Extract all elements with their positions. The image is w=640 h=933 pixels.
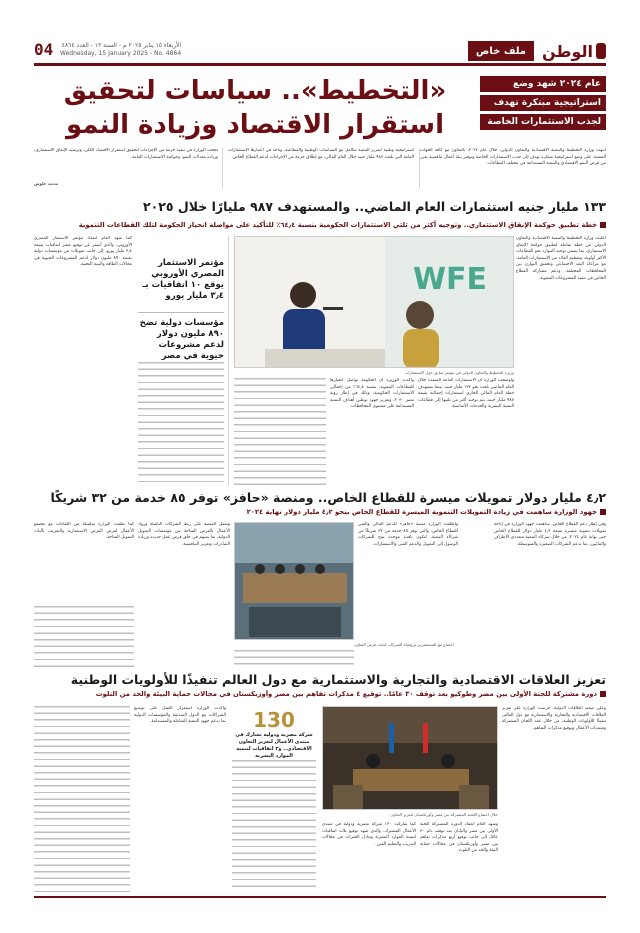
article-2-subhead: جهود الوزارة ساهمت في زيادة التمويلات التنموية الميسرة للقطاع الخاص بنحو ٤٫٢ مليار دولار نهاية ٢٠٢٤ [34, 508, 606, 516]
article-3-column: وعلى صعيد العلاقات الدولية، حرصت الوزارة على تعزيز العلاقات الاقتصادية والتجارية والاستثمارية مع دول العالم، تنفيذًا للأولويات الوطنية، من خلال عقد اللجان المشتركة ومنتديات الأعمال وتوقيع مذكرات التفاهم. [502, 706, 606, 731]
article-3-headline: تعزيز العلاقات الاقتصادية والتجارية والاستثمارية مع دول العالم تنفيذًا للأولويات الوطنية [70, 672, 606, 687]
bullet-square-icon [600, 691, 606, 697]
article-1-photo-caption: وزيرة التخطيط والتعاون الدولي في مؤتمر سابق حول الاستثمارات [404, 370, 514, 375]
article-1-column: وأكدت الوزيرة أن الحكومة تواصل انحيازها للقطاعات التنموية، بنسبة ٦٤٫٤٪ من إجمالي الاستثمارات الحكومية، وذلك في إطار رؤية مصر ٢٠٣٠، وتعزيز جهود توطين أهداف التنمية المستدامة على مستوى المحافظات. [330, 378, 414, 410]
side-box-divider [138, 312, 224, 313]
article-3-column: وشهد العام انعقاد الدورة المشتركة للجنة الأولى بين مصر واليابان بعد توقف دام ٣٠ عامًا، إلى جانب توقيع أربع مذكرات تفاهم بين مصر وأوزبكستان في مجالات حماية البيئة والحد من التلوث. [420, 822, 498, 854]
issue-line [60, 42, 181, 58]
hero-box-line: استراتيجية مبتكرة تهدف [480, 95, 606, 111]
article-2-photo-caption: اجتماع مع المستثمرين ورؤساء الشركات لبحث فرص التعاون [354, 642, 454, 647]
article-1-subhead: خطة تطبيق حوكمة الإنفاق الاستثماري.. وتوجيه أكثر من ثلثي الاستثمارات الحكومية بنسبة ٦٤٫٤٪ للتأكيد على مواصلة انحياز الحكومة لتلك القطاعات التنموية [34, 221, 606, 229]
article-1-column-text-lines [234, 378, 326, 486]
article-3-column: وأكدت الوزارة استمرار العمل على توسيع الشراكات مع الدول الصديقة والمؤسسات الدولية بما يدعم جهود التنمية الشاملة والمستدامة. [134, 706, 226, 725]
article-1-photo [234, 236, 514, 368]
bullet-square-icon [600, 509, 606, 515]
side-box-1-title: مؤتمر الاستثمار المصري الأوروبي يوقع ١٠ اتفاقيات بـ ٣٫٤ مليار يورو [142, 258, 224, 301]
hero-intro-left: نجحت الوزارة في تنفيذ حزمة من الإجراءات لتحقيق استقرار الاقتصاد الكلي، وترشيد الإنفاق الاستثماري، وزيادة معدلات النمو، وحوكمة الاستثمارات العامة. [34, 148, 218, 160]
hero-title-line-1: «التخطيط».. سياسات لتحقيق [63, 76, 447, 106]
hero-intro-right: انتهت وزارة التخطيط والتنمية الاقتصادية والتعاون الدولي، خلال عام ٢٠٢٤، بالتعاون مع كافة الجهات المعنية، على وضع استراتيجية مبتكرة تهدف إلى جذب الاستثمارات الخاصة وتوفير بيئة أعمال تنافسية تعزز من فرص النمو الاقتصادي والتنمية المستدامة في مختلف القطاعات. [420, 148, 606, 167]
hero-box-line: لجذب الاستثمارات الخاصة [480, 114, 606, 130]
hero-box-line: عام ٢٠٢٤ شهد وضع [480, 76, 606, 92]
hero-intro-middle: استراتيجية وطنية لتعزيز التنمية تتكامل مع السياسات الوطنية والقطاعية، وتأخذ في اعتبارها الاستثمارات العامة التي بلغت ٩٨٧ مليار جنيه خلال العام المالي، مع إطلاق حزمة من الإجراءات لدعم القطاع الخاص. [228, 148, 414, 160]
article-1-headline: ١٣٣ مليار جنيه استثمارات العام الماضي.. والمستهدف ٩٨٧ مليارًا خلال ٢٠٢٥ [143, 199, 606, 214]
article-2-photo [234, 522, 354, 640]
conference-room-image [235, 523, 354, 640]
stat-number: 130 [253, 708, 295, 732]
article-2-headline: ٤٫٢ مليار دولار تمويلات ميسرة للقطاع الخاص.. ومنصة «حافز» توفر ٨٥ خدمة من ٣٢ شريكًا [50, 490, 606, 505]
masthead [34, 38, 606, 66]
article-2-column: كما نظمت الوزارة سلسلة من اللقاءات مع مجتمع الأعمال لعرض الفرص الاستثمارية والتعريف بآليات التمويل المتاحة. [34, 522, 134, 541]
column-divider [228, 236, 229, 486]
issue-line-english: Wednesday, 15 January 2025 - No. 4864 [60, 50, 182, 57]
column-divider [222, 148, 223, 188]
section-label: ملف خاص [468, 41, 534, 61]
newspaper-logo [542, 40, 606, 62]
bilateral-meeting-image [323, 707, 498, 810]
author-byline: محمد علوش [34, 181, 59, 186]
footer-rule [34, 896, 606, 898]
article-2-column-text-lines [34, 606, 134, 670]
stat-box [232, 708, 316, 760]
column-divider [419, 148, 420, 188]
issue-line-arabic: الأربعاء ١٥ يناير ٢٠٢٥ م - السنة ١٣ - العدد ٤٨٦٤ [61, 42, 182, 49]
article-3-column: كما شاركت ١٣٠ شركة مصرية ودولية في منتدى الأعمال المشترك، والذي شهد توقيع ثلاث اتفاقيات لتنمية الموارد البشرية وتبادل الخبرات في مجالات التدريب والتعليم الفني. [322, 822, 416, 847]
article-1-column: وأوضحت الوزارة أن الاستثمارات العامة المنفذة خلال العام الماضي بلغت نحو ١٣٣ مليار جنيه، بينما تستهدف خطة العام المالي الجاري استثمارات إجمالية بقيمة ٩٨٧ مليار جنيه، يتم توجيه أكثر من ثلثيها إلى قطاعات التنمية البشرية والخدمات الأساسية. [418, 378, 514, 410]
hero-title [40, 74, 470, 144]
article-1-left-column: كما شهد العام انعقاد مؤتمر الاستثمار المصري الأوروبي، والذي أسفر عن توقيع عشر اتفاقيات بقيمة ٣٫٤ مليار يورو، إلى جانب تمويلات من مؤسسات دولية بقيمة ٨٩٠ مليون دولار لدعم المشروعات الحيوية في مجالات الطاقة والبنية التحتية. [34, 236, 132, 268]
article-1-column: أعلنت وزارة التخطيط والتنمية الاقتصادية والتعاون الدولي عن خطة شاملة لتطبيق حوكمة الإنفاق الاستثماري، بما يضمن توجيه الموارد نحو القطاعات الأكثر أولوية، وتعظيم العائد من الاستثمارات العامة، مع مراعاة البعد الاجتماعي وتحقيق التوازن بين المحافظات المختلفة، ودعم مشاركة القطاع الخاص في تنفيذ المشروعات التنموية. [516, 236, 606, 281]
logo-mark-icon [596, 43, 606, 59]
page-number: 04 [34, 40, 54, 59]
article-3-column-text-lines [232, 760, 316, 892]
article-3-photo-caption: خلال اجتماع اللجنة المشتركة بين مصر وأوزبكستان لتعزيز التعاون [390, 812, 498, 817]
article-3-photo [322, 706, 498, 810]
article-3-subhead: دورة مشتركة للجنة الأولى بين مصر وطوكيو بعد توقف ٣٠ عامًا.. توقيع ٤ مذكرات تفاهم بين مصر وأوزبكستان في مجالات حماية البيئة والحد من التلوث [34, 690, 606, 698]
article-2-column: وفي إطار دعم القطاع الخاص، ساهمت جهود الوزارة في إتاحة تمويلات تنموية ميسرة بقيمة ٤٫٢ مليار دولار للقطاع الخاص حتى نهاية عام ٢٠٢٤، من خلال شركاء التنمية متعددي الأطراف والثنائيين، بما يدعم الشركات الصغيرة والمتوسطة. [494, 522, 606, 547]
article-3-column-text-lines [34, 706, 130, 892]
stat-label: شركة مصرية ودولية تشارك في منتدى الأعمال لتعزيز التعاون الاقتصادي.. و٣ اتفاقيات لتنمية الموارد البشرية [235, 732, 313, 759]
minister-podium-image [235, 237, 514, 368]
side-box-2-title: مؤسسات دولية تضخ ٨٩٠ مليون دولار لدعم مشروعات حيوية في مصر [139, 318, 224, 361]
article-1-column-text-lines [138, 362, 224, 486]
bullet-square-icon [600, 222, 606, 228]
article-2-column: وأطلقت الوزارة منصة «حافز» للدعم المالي والفني للقطاع الخاص، والتي توفر ٨٥ خدمة من ٣٢ شريكًا من شركاء التنمية، لتكون نافذة موحدة تتيح للشركات الوصول إلى التمويل والدعم الفني والاستشارات. [358, 522, 458, 547]
hero-title-line-2: استقرار الاقتصاد وزيادة النمو [65, 110, 444, 140]
article-2-column: وتعمل المنصة على ربط الشركات الناشئة ورواد الأعمال بالفرص المتاحة من مؤسسات التمويل الدولية، بما يسهم في خلق فرص عمل جديدة وزيادة الصادرات وتعزيز التنافسية. [138, 522, 230, 547]
hero-highlight-box [480, 76, 606, 133]
article-2-column-text-lines [234, 650, 354, 670]
logo-text: الوطن [542, 41, 593, 61]
event-sign-text: WFE [412, 262, 488, 297]
